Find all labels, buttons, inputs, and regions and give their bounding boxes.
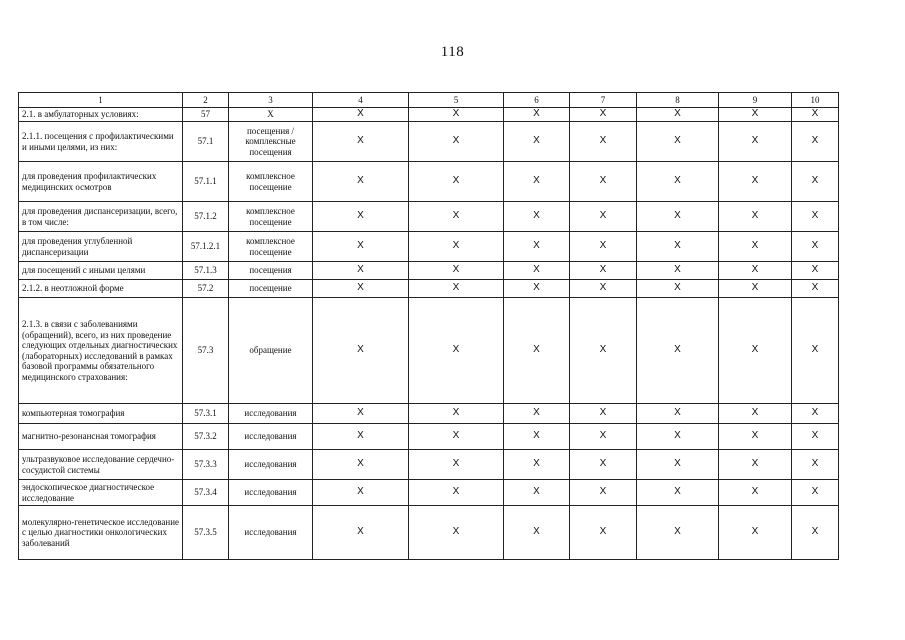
value-cell: X — [637, 450, 719, 480]
row-unit: обращение — [229, 298, 313, 404]
row-name: молекулярно-генетическое исследование с целью диагностики онкологических заболеваний — [19, 506, 183, 560]
value-cell: X — [409, 262, 504, 280]
value-cell: X — [570, 162, 637, 202]
value-cell: X — [570, 450, 637, 480]
value-cell: X — [637, 262, 719, 280]
value-cell: X — [313, 202, 409, 232]
value-cell: X — [792, 506, 839, 560]
value-cell: X — [792, 232, 839, 262]
table-header-row — [19, 93, 839, 108]
row-name: для проведения диспансеризации, всего, в том числе: — [19, 202, 183, 232]
document-table — [18, 92, 839, 560]
header-cell: 8 — [637, 93, 719, 108]
value-cell: X — [637, 108, 719, 122]
table-row — [19, 162, 839, 202]
value-cell: X — [719, 450, 792, 480]
row-code: 57.3.1 — [183, 404, 229, 424]
value-cell: X — [637, 122, 719, 162]
row-unit: исследования — [229, 450, 313, 480]
table-row — [19, 108, 839, 122]
value-cell: X — [504, 480, 570, 506]
header-cell: 4 — [313, 93, 409, 108]
page-number: 118 — [440, 44, 465, 60]
value-cell: X — [570, 262, 637, 280]
value-cell: X — [792, 108, 839, 122]
row-code: 57.1.3 — [183, 262, 229, 280]
value-cell: X — [719, 202, 792, 232]
value-cell: X — [570, 506, 637, 560]
value-cell: X — [409, 280, 504, 298]
value-cell: X — [313, 404, 409, 424]
value-cell: X — [719, 298, 792, 404]
header-cell: 5 — [409, 93, 504, 108]
row-unit: посещения / комплексные посещения — [229, 122, 313, 162]
value-cell: X — [792, 122, 839, 162]
row-unit: комплексное посещение — [229, 232, 313, 262]
row-code: 57.3.3 — [183, 450, 229, 480]
value-cell: X — [313, 298, 409, 404]
value-cell: X — [637, 232, 719, 262]
value-cell: X — [570, 404, 637, 424]
value-cell: X — [792, 280, 839, 298]
value-cell: X — [719, 424, 792, 450]
value-cell: X — [409, 298, 504, 404]
value-cell: X — [313, 506, 409, 560]
value-cell: X — [313, 480, 409, 506]
row-code: 57 — [183, 108, 229, 122]
table-row — [19, 202, 839, 232]
header-cell: 1 — [19, 93, 183, 108]
value-cell: X — [637, 202, 719, 232]
value-cell: X — [637, 480, 719, 506]
value-cell: X — [313, 280, 409, 298]
value-cell: X — [570, 480, 637, 506]
row-unit: посещение — [229, 280, 313, 298]
value-cell: X — [504, 506, 570, 560]
value-cell: X — [313, 108, 409, 122]
row-code: 57.2 — [183, 280, 229, 298]
value-cell: X — [637, 280, 719, 298]
value-cell: X — [313, 162, 409, 202]
header-cell: 6 — [504, 93, 570, 108]
value-cell: X — [792, 298, 839, 404]
table-row — [19, 122, 839, 162]
value-cell: X — [313, 122, 409, 162]
row-unit: исследования — [229, 424, 313, 450]
row-unit: посещения — [229, 262, 313, 280]
value-cell: X — [504, 280, 570, 298]
value-cell: X — [504, 424, 570, 450]
row-name: 2.1.1. посещения с профилактическими и иными целями, из них: — [19, 122, 183, 162]
header-cell: 9 — [719, 93, 792, 108]
value-cell: X — [792, 162, 839, 202]
value-cell: X — [570, 232, 637, 262]
value-cell: X — [792, 202, 839, 232]
row-name: для проведения углубленной диспансеризации — [19, 232, 183, 262]
value-cell: X — [637, 506, 719, 560]
table-row — [19, 232, 839, 262]
value-cell: X — [504, 202, 570, 232]
row-unit: X — [229, 108, 313, 122]
row-name: 2.1.3. в связи с заболеваниями (обращений), всего, из них проведение следующих отдельных диагностических (лабораторных) исследований в рамках базовой программы обязательного медицинского страхования: — [19, 298, 183, 404]
value-cell: X — [504, 298, 570, 404]
value-cell: X — [719, 232, 792, 262]
value-cell: X — [792, 480, 839, 506]
value-cell: X — [792, 450, 839, 480]
value-cell: X — [409, 404, 504, 424]
row-code: 57.3.4 — [183, 480, 229, 506]
value-cell: X — [504, 262, 570, 280]
value-cell: X — [313, 424, 409, 450]
header-cell: 7 — [570, 93, 637, 108]
row-name: 2.1. в амбулаторных условиях: — [19, 108, 183, 122]
value-cell: X — [719, 262, 792, 280]
value-cell: X — [719, 108, 792, 122]
value-cell: X — [792, 424, 839, 450]
value-cell: X — [504, 108, 570, 122]
value-cell: X — [570, 122, 637, 162]
value-cell: X — [719, 506, 792, 560]
row-name: эндоскопическое диагностическое исследование — [19, 480, 183, 506]
value-cell: X — [719, 162, 792, 202]
row-code: 57.1 — [183, 122, 229, 162]
table-row — [19, 404, 839, 424]
row-code: 57.1.2 — [183, 202, 229, 232]
row-unit: исследования — [229, 506, 313, 560]
value-cell: X — [570, 280, 637, 298]
value-cell: X — [570, 202, 637, 232]
row-name: для проведения профилактических медицинских осмотров — [19, 162, 183, 202]
row-unit: комплексное посещение — [229, 202, 313, 232]
value-cell: X — [570, 108, 637, 122]
value-cell: X — [637, 162, 719, 202]
row-unit: исследования — [229, 404, 313, 424]
row-name: магнитно-резонансная томография — [19, 424, 183, 450]
value-cell: X — [409, 202, 504, 232]
value-cell: X — [409, 122, 504, 162]
value-cell: X — [504, 162, 570, 202]
value-cell: X — [313, 450, 409, 480]
row-name: для посещений с иными целями — [19, 262, 183, 280]
value-cell: X — [719, 280, 792, 298]
value-cell: X — [409, 108, 504, 122]
header-cell: 2 — [183, 93, 229, 108]
row-code: 57.1.1 — [183, 162, 229, 202]
value-cell: X — [409, 450, 504, 480]
row-name: 2.1.2. в неотложной форме — [19, 280, 183, 298]
value-cell: X — [504, 450, 570, 480]
value-cell: X — [570, 424, 637, 450]
value-cell: X — [409, 506, 504, 560]
header-cell: 10 — [792, 93, 839, 108]
value-cell: X — [313, 262, 409, 280]
row-unit: комплексное посещение — [229, 162, 313, 202]
row-code: 57.3.5 — [183, 506, 229, 560]
value-cell: X — [570, 298, 637, 404]
value-cell: X — [637, 404, 719, 424]
table-row — [19, 262, 839, 280]
value-cell: X — [504, 404, 570, 424]
table-row — [19, 506, 839, 560]
row-name: ультразвуковое исследование сердечно-сосудистой системы — [19, 450, 183, 480]
value-cell: X — [504, 232, 570, 262]
value-cell: X — [792, 262, 839, 280]
value-cell: X — [313, 232, 409, 262]
value-cell: X — [637, 298, 719, 404]
header-cell: 3 — [229, 93, 313, 108]
value-cell: X — [504, 122, 570, 162]
value-cell: X — [637, 424, 719, 450]
value-cell: X — [719, 404, 792, 424]
table-row — [19, 480, 839, 506]
value-cell: X — [409, 480, 504, 506]
row-code: 57.3 — [183, 298, 229, 404]
table-row — [19, 280, 839, 298]
value-cell: X — [409, 424, 504, 450]
row-unit: исследования — [229, 480, 313, 506]
row-name: компьютерная томография — [19, 404, 183, 424]
row-code: 57.1.2.1 — [183, 232, 229, 262]
value-cell: X — [409, 232, 504, 262]
value-cell: X — [409, 162, 504, 202]
table-row — [19, 298, 839, 404]
table-row — [19, 450, 839, 480]
value-cell: X — [792, 404, 839, 424]
value-cell: X — [719, 480, 792, 506]
value-cell: X — [719, 122, 792, 162]
row-code: 57.3.2 — [183, 424, 229, 450]
table-row — [19, 424, 839, 450]
